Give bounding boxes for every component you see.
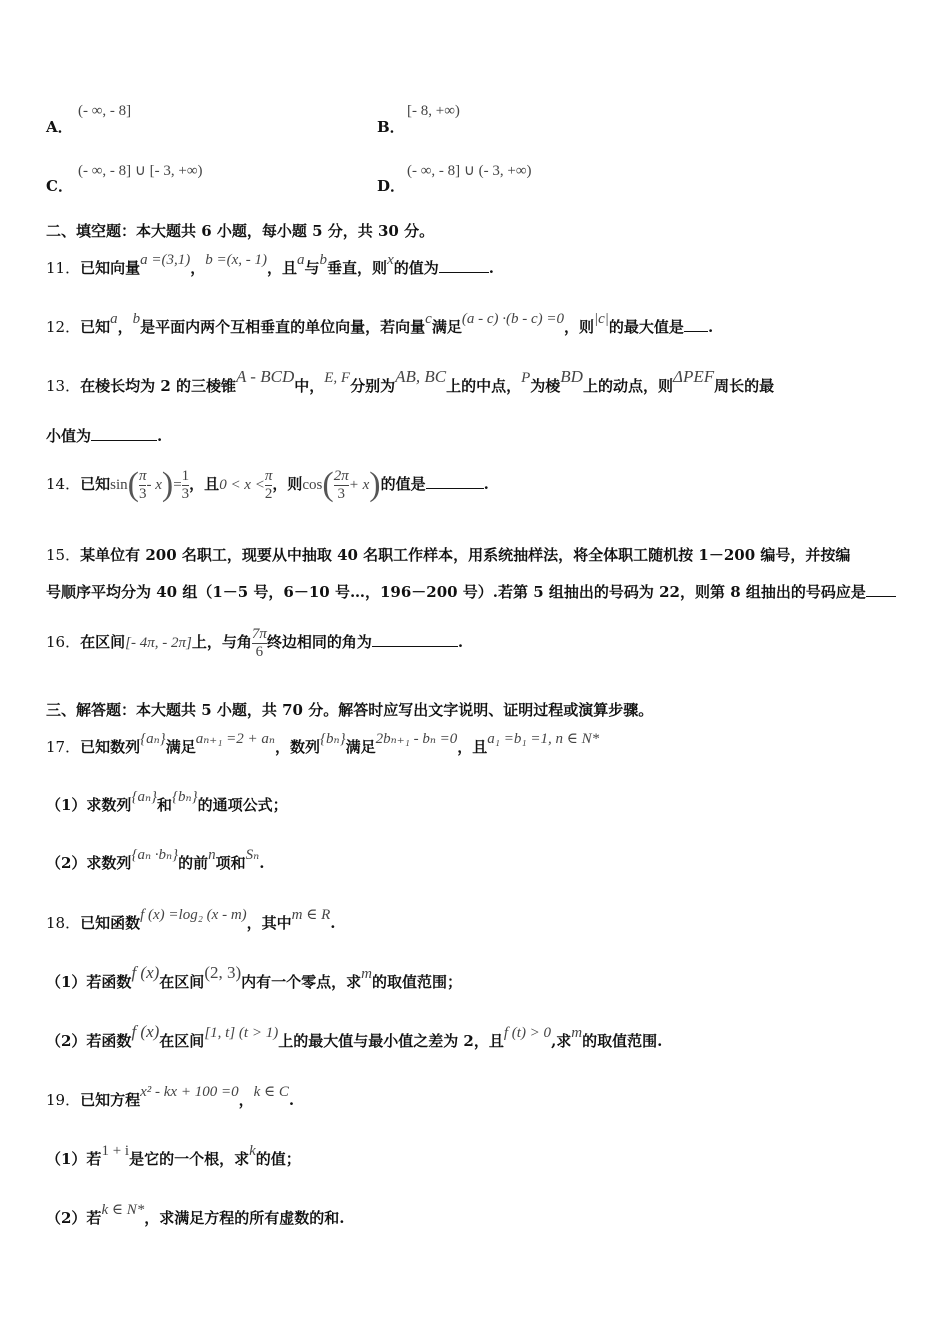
option-a-math: (- ∞, - 8] [78, 103, 132, 119]
answer-blank[interactable] [684, 317, 708, 332]
question-16: 16．在区间[- 4π, - 2π]上，与角 $\frac{7\pi}{6}$ 终边相同的角为 . [46, 625, 464, 660]
question-19-part2: （2）若k ∈ N*，求满足方程的所有虚数的和. [46, 1202, 345, 1227]
question-14: 14．已知sin( $\frac{\pi}{3}$ - x)= $\frac{1}{3}$ ，且0 < x < $\frac{\pi}{2}$ ，则cos( $\frac{2\pi}{3}$ + x)的值是 . [46, 466, 489, 503]
q11-math-a: a =(3,1) [140, 252, 191, 268]
section3-header: 三、解答题：本大题共 5 小题，共 70 分。解答时应写出文字说明、证明过程或演算步骤。 [46, 701, 654, 719]
q15-number: 15． [46, 546, 81, 564]
question-15-cont: 号顺序平均分为 40 组（1－5 号，6－10 号…，196－200 号）.若第 5 组抽出的号码为 22，则第 8 组抽出的号码应是 [46, 582, 896, 602]
q14-number: 14． [46, 475, 81, 493]
option-d-label: D． [377, 177, 406, 195]
question-18: 18．已知函数f (x) =log₂ (x - m)，其中m ∈ R. [46, 907, 336, 932]
question-19: 19．已知方程x² - kx + 100 =0，k ∈ C. [46, 1084, 295, 1109]
option-c-label: C． [46, 177, 73, 195]
question-18-part1: （1）若函数f (x)在区间(2, 3)内有一个零点，求m的取值范围； [46, 963, 463, 991]
option-a-label: A． [46, 118, 73, 136]
section2-header: 二、填空题：本大题共 6 小题，每小题 5 分，共 30 分。 [46, 222, 435, 240]
option-b-math: [- 8, +∞) [407, 103, 460, 119]
q17-number: 17． [46, 738, 81, 756]
answer-blank[interactable] [91, 426, 157, 441]
question-13: 13．在棱长均为 2 的三棱锥A - BCD中，E, F分别为AB, BC上的中点，P为棱BD上的动点，则ΔPEF周长的最 [46, 367, 775, 395]
q11-math-b: b =(x, - 1) [205, 252, 268, 268]
option-b-label: B． [377, 118, 405, 136]
q12-number: 12． [46, 318, 81, 336]
q13-number: 13． [46, 377, 81, 395]
q12-condition-math: (a - c) ·(b - c) =0 [461, 311, 564, 327]
answer-blank[interactable] [426, 474, 484, 489]
question-17-part1: （1）求数列{aₙ}和{bₙ}的通项公式； [46, 789, 288, 814]
q19-number: 19． [46, 1091, 81, 1109]
question-17: 17．已知数列{aₙ}满足aₙ₊₁ =2 + aₙ，数列{bₙ}满足2bₙ₊₁ - bₙ =0，且a₁ =b₁ =1, n ∈ N* [46, 731, 600, 756]
q16-number: 16． [46, 633, 81, 651]
question-15: 15．某单位有 200 名职工，现要从中抽取 40 名职工作样本，用系统抽样法，将全体职工随机按 1－200 编号，并按编 [46, 546, 851, 564]
answer-blank[interactable] [439, 258, 489, 273]
question-19-part1: （1）若1 + i是它的一个根，求k的值； [46, 1143, 301, 1168]
q18-number: 18． [46, 914, 81, 932]
q11-number: 11． [46, 259, 81, 277]
question-17-part2: （2）求数列{aₙ ·bₙ}的前n项和Sₙ. [46, 847, 265, 872]
question-18-part2: （2）若函数f (x)在区间[1, t] (t > 1)上的最大值与最小值之差为 2，且f (t) > 0,求m的取值范围. [46, 1022, 663, 1050]
question-11: 11．已知向量a =(3,1)，b =(x, - 1)，且a与b垂直，则x的值为 . [46, 252, 494, 277]
question-13-cont: 小值为 . [46, 427, 163, 445]
question-12: 12．已知a，b是平面内两个互相垂直的单位向量，若向量c满足(a - c) ·(b - c) =0，则|c|的最大值是 . [46, 311, 714, 336]
answer-blank[interactable] [372, 632, 458, 647]
answer-blank[interactable] [866, 582, 896, 597]
option-d-math: (- ∞, - 8] ∪ (- 3, +∞) [407, 163, 532, 179]
option-c-math: (- ∞, - 8] ∪ [- 3, +∞) [78, 163, 203, 179]
